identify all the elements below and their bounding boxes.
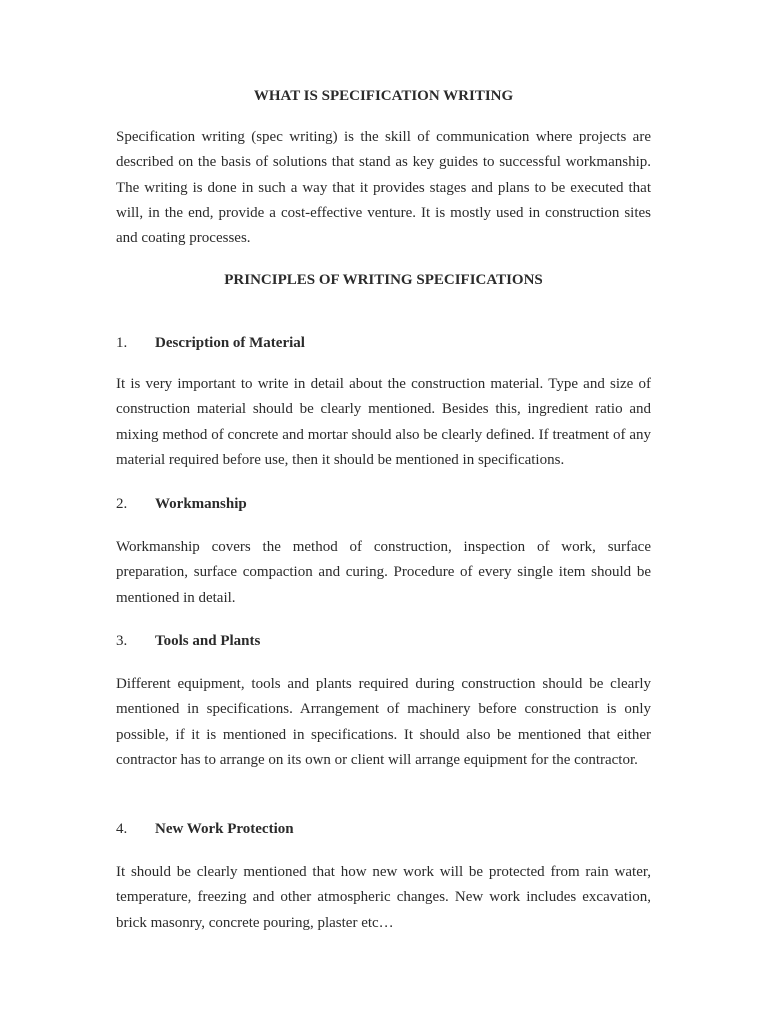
section-heading-workmanship xyxy=(116,495,651,513)
section-body-workmanship: Workmanship covers the method of construction, inspection of work, surface preparation, surface compaction and curing. Procedure of every single item should be mentioned in detail. xyxy=(116,539,651,606)
section-body-description-of-material: It is very important to write in detail about the construction material. Type and size of construction material should be clearly mentioned. Besides this, ingredient ratio and mixing method of concrete and mortar should also be clearly defined. If treatment of any material required before use, then it should be mentioned in specifications. xyxy=(116,376,651,468)
section-number: 2. xyxy=(116,496,128,512)
section-number: 4. xyxy=(116,821,128,837)
section-heading-new-work-protection xyxy=(116,820,651,838)
section-heading-label: Tools and Plants xyxy=(155,633,261,649)
section-title: PRINCIPLES OF WRITING SPECIFICATIONS xyxy=(224,272,543,288)
section-body-tools-and-plants: Different equipment, tools and plants required during construction should be clearly mentioned in specifications. Arrangement of machinery before construction is only possible, if it is mentioned in specifications. It should also be mentioned that either contractor has to arrange on its own or client will arrange equipment for the contractor. xyxy=(116,676,651,768)
document-title: WHAT IS SPECIFICATION WRITING xyxy=(253,88,514,104)
section-body-new-work-protection: It should be clearly mentioned that how new work will be protected from rain water, temperature, freezing and other atmospheric changes. New work includes excavation, brick masonry, concrete pouring, plaster etc… xyxy=(116,864,651,931)
section-heading-label: Workmanship xyxy=(155,496,247,512)
section-heading-description-of-material xyxy=(116,334,651,352)
section-heading-label: Description of Material xyxy=(155,335,305,351)
intro-paragraph: Specification writing (spec writing) is the skill of communication where projects are described on the basis of solutions that stand as key guides to successful workmanship. The writing is done in such a way that it provides stages and plans to be executed that will, in the end, provide a cost-effective venture. It is mostly used in construction sites and coating processes. xyxy=(116,129,651,247)
section-heading-tools-and-plants xyxy=(116,632,651,650)
section-heading-label: New Work Protection xyxy=(155,821,294,837)
section-number: 3. xyxy=(116,633,128,649)
section-number: 1. xyxy=(116,335,128,351)
